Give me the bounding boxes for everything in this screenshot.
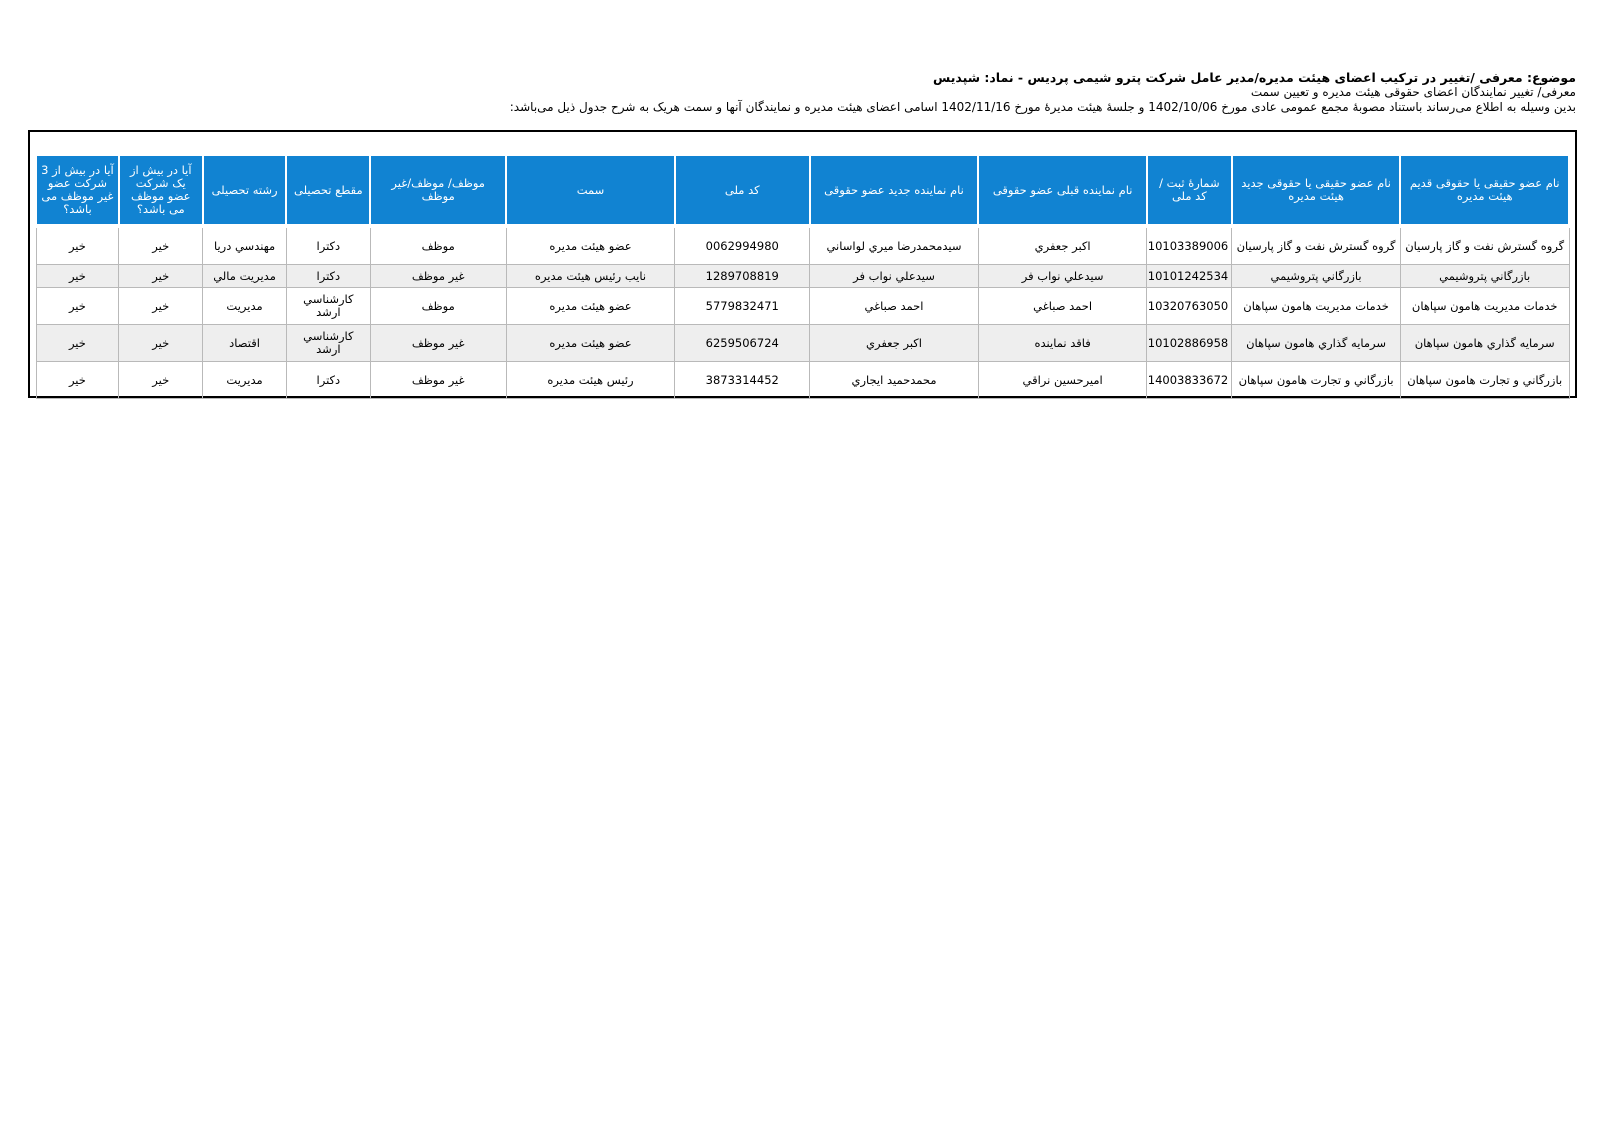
col-new-member: نام عضو حقیقی یا حقوقی جدید هیئت مدیره [1232,155,1401,226]
col-multi-non-executive: آیا در بیش از 3 شرکت عضو غیر موظف می باشد؟ [36,155,119,226]
col-new-representative: نام نماینده جدید عضو حقوقی [810,155,979,226]
intro-line: بدین وسیله به اطلاع می‌رساند باستناد مصوبهٔ مجمع عمومی عادی مورخ 1402/10/06 و جلسهٔ هیئت مدیرهٔ مورخ 1402/11/16 اسامی اعضای هیئت مدیره و نمایندگان آنها و سمت هریک به شرح جدول ذیل می‌باشد: [509,100,1576,114]
cell-multi-executive: خير [119,226,203,265]
col-executive-status: موظف/ موظف/غیر موظف [370,155,506,226]
cell-multi-non-executive: خير [36,226,119,265]
cell-executive-status: غير موظف [370,265,506,288]
cell-multi-executive: خير [119,288,203,325]
subtitle-line: معرفی/ تغییر نمایندگان اعضای حقوقی هیئت مدیره و تعیین سمت [1250,85,1576,99]
cell-executive-status: موظف [370,226,506,265]
table-row [36,226,1569,265]
cell-national-code: 3873314452 [675,362,810,399]
cell-new-member: بازرگاني و تجارت هامون سپاهان [1232,362,1401,399]
cell-previous-representative: سيدعلي نواب فر [978,265,1147,288]
cell-degree: دکترا [286,226,370,265]
cell-new-representative: محمدحميد ايجاري [810,362,979,399]
cell-position: عضو هيئت مديره [506,325,675,362]
cell-previous-representative: فاقد نماينده [978,325,1147,362]
cell-multi-executive: خير [119,265,203,288]
cell-new-member: بازرگاني پتروشيمي [1232,265,1401,288]
col-national-code: کد ملی [675,155,810,226]
subject-line: موضوع: معرفی /تغییر در ترکیب اعضای هیئت مدیره/مدیر عامل شرکت پترو شیمی پردیس - نماد: شپدیس [933,70,1576,85]
table-row [36,362,1569,399]
col-old-member: نام عضو حقیقی یا حقوقی قدیم هیئت مدیره [1400,155,1569,226]
cell-position: عضو هيئت مديره [506,226,675,265]
cell-new-member: خدمات مديريت هامون سپاهان [1232,288,1401,325]
cell-national-code: 5779832471 [675,288,810,325]
cell-old-member: سرمايه گذاري هامون سپاهان [1400,325,1569,362]
cell-new-representative: سيدعلي نواب فر [810,265,979,288]
table-row [36,265,1569,288]
cell-new-representative: احمد صباغي [810,288,979,325]
table-row [36,325,1569,362]
cell-executive-status: موظف [370,288,506,325]
cell-national-code: 6259506724 [675,325,810,362]
cell-previous-representative: اميرحسين نراقي [978,362,1147,399]
col-previous-representative: نام نماینده قبلی عضو حقوقی [978,155,1147,226]
cell-registration-id: 14003833672 [1147,362,1232,399]
document-header [376,70,1576,115]
col-field-of-study: رشته تحصیلی [203,155,287,226]
board-members-table [35,154,1570,399]
cell-field-of-study: اقتصاد [203,325,287,362]
cell-registration-id: 10101242534 [1147,265,1232,288]
col-degree: مقطع تحصیلی [286,155,370,226]
table-frame [28,130,1577,398]
cell-field-of-study: مديريت [203,288,287,325]
cell-new-representative: سيدمحمدرضا ميري لواساني [810,226,979,265]
cell-old-member: خدمات مديريت هامون سپاهان [1400,288,1569,325]
cell-position: عضو هيئت مديره [506,288,675,325]
header-row [36,155,1569,226]
table-row [36,288,1569,325]
cell-old-member: بازرگاني پتروشيمي [1400,265,1569,288]
cell-national-code: 0062994980 [675,226,810,265]
cell-old-member: گروه گسترش نفت و گاز پارسیان [1400,226,1569,265]
cell-registration-id: 10320763050 [1147,288,1232,325]
col-multi-executive: آیا در بیش از یک شرکت عضو موظف می باشد؟ [119,155,203,226]
cell-degree: کارشناسي ارشد [286,288,370,325]
cell-new-member: سرمايه گذاري هامون سپاهان [1232,325,1401,362]
cell-degree: دکترا [286,362,370,399]
cell-registration-id: 10103389006 [1147,226,1232,265]
cell-multi-executive: خير [119,362,203,399]
cell-registration-id: 10102886958 [1147,325,1232,362]
cell-degree: دکترا [286,265,370,288]
cell-new-representative: اکبر جعفري [810,325,979,362]
cell-multi-non-executive: خير [36,325,119,362]
cell-previous-representative: احمد صباغي [978,288,1147,325]
cell-new-member: گروه گسترش نفت و گاز پارسیان [1232,226,1401,265]
cell-position: رئيس هيئت مديره [506,362,675,399]
col-registration-id: شمارهٔ ثبت / کد ملی [1147,155,1232,226]
cell-previous-representative: اکبر جعفري [978,226,1147,265]
cell-executive-status: غير موظف [370,325,506,362]
cell-degree: کارشناسي ارشد [286,325,370,362]
cell-field-of-study: مهندسي دريا [203,226,287,265]
cell-national-code: 1289708819 [675,265,810,288]
cell-multi-executive: خير [119,325,203,362]
cell-multi-non-executive: خير [36,288,119,325]
cell-old-member: بازرگاني و تجارت هامون سپاهان [1400,362,1569,399]
cell-executive-status: غير موظف [370,362,506,399]
cell-multi-non-executive: خير [36,265,119,288]
cell-field-of-study: مديريت مالي [203,265,287,288]
cell-multi-non-executive: خير [36,362,119,399]
cell-position: نايب رئيس هيئت مديره [506,265,675,288]
col-position: سمت [506,155,675,226]
cell-field-of-study: مديريت [203,362,287,399]
